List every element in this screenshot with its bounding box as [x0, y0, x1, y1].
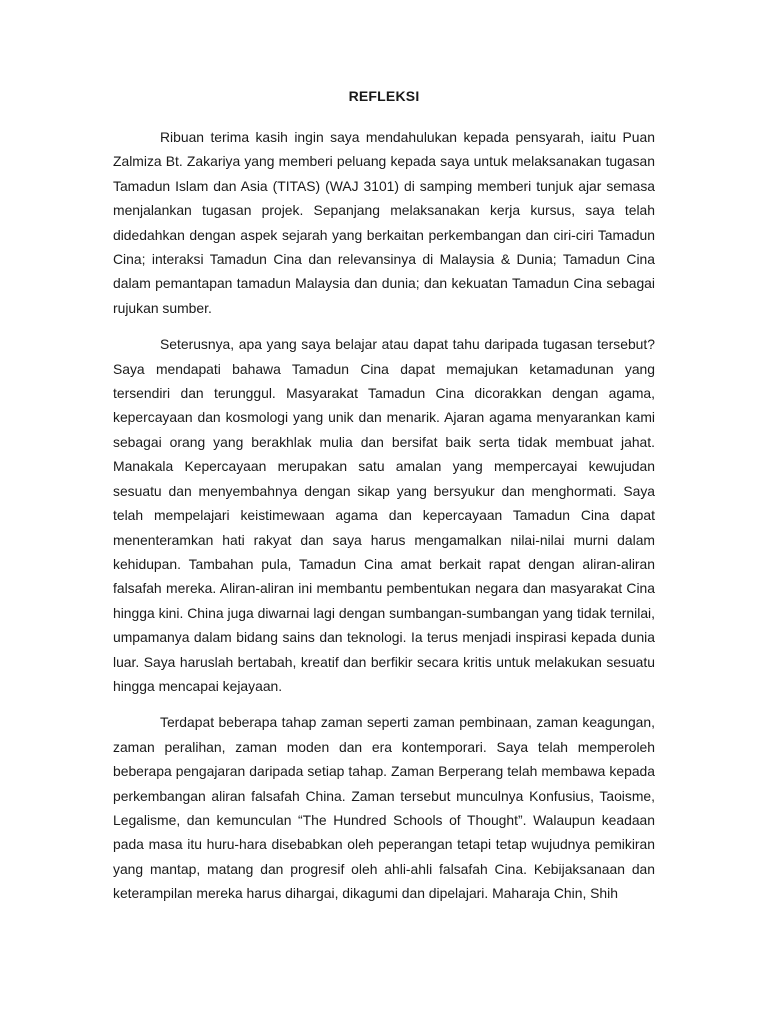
paragraph-learning: Seterusnya, apa yang saya belajar atau dapat tahu daripada tugasan tersebut? Saya mendapati bahawa Tamadun Cina dapat memajukan ketamadunan yang tersendiri dan terunggul. Masyarakat Tamadun Cina dicorakkan dengan agama, kepercayaan dan kosmologi yang unik dan menarik. Ajaran agama menyarankan kami sebagai orang yang berakhlak mulia dan bersifat baik serta tidak membuat jahat. Manakala Kepercayaan merupakan satu amalan yang mempercayai kewujudan sesuatu dan menyembahnya dengan sikap yang bersyukur dan menghormati. Saya telah mempelajari keistimewaan agama dan kepercayaan Tamadun Cina dapat menenteramkan hati rakyat dan saya harus mengamalkan nilai-nilai murni dalam kehidupan. Tambahan pula, Tamadun Cina amat berkait rapat dengan aliran-aliran falsafah mereka. Aliran-aliran ini membantu pembentukan negara dan masyarakat Cina hingga kini. China juga diwarnai lagi dengan sumbangan-sumbangan yang tidak ternilai, umpamanya dalam bidang sains dan teknologi. Ia terus menjadi inspirasi kepada dunia luar. Saya haruslah bertabah, kreatif dan berfikir secara kritis untuk melakukan sesuatu hingga mencapai kejayaan. — [113, 336, 655, 694]
document-page — [113, 88, 655, 918]
paragraph-eras: Terdapat beberapa tahap zaman seperti zaman pembinaan, zaman keagungan, zaman peralihan, zaman moden dan era kontemporari. Saya telah memperoleh beberapa pengajaran daripada setiap tahap. Zaman Berperang telah membawa kepada perkembangan aliran falsafah China. Zaman tersebut munculnya Konfusius, Taoisme, Legalisme, dan kemunculan “The Hundred Schools of Thought”. Walaupun keadaan pada masa itu huru-hara disebabkan oleh peperangan tetapi tetap wujudnya pemikiran yang mantap, matang dan progresif oleh ahli-ahli falsafah Cina. Kebijaksanaan dan keterampilan mereka harus dihargai, dikagumi dan dipelajari. Maharaja Chin, Shih — [113, 714, 655, 902]
document-title: REFLEKSI — [348, 88, 420, 104]
paragraph-acknowledgement: Ribuan terima kasih ingin saya mendahulukan kepada pensyarah, iaitu Puan Zalmiza Bt. Zakariya yang memberi peluang kepada saya untuk melaksanakan tugasan Tamadun Islam dan Asia (TITAS) (WAJ 3101) di samping memberi tunjuk ajar semasa menjalankan tugasan projek. Sepanjang melaksanakan kerja kursus, saya telah didedahkan dengan aspek sejarah yang berkaitan perkembangan dan ciri-ciri Tamadun Cina; interaksi Tamadun Cina dan relevansinya di Malaysia & Dunia; Tamadun Cina dalam pemantapan tamadun Malaysia dan dunia; dan kekuatan Tamadun Cina sebagai rujukan sumber. — [113, 129, 655, 316]
